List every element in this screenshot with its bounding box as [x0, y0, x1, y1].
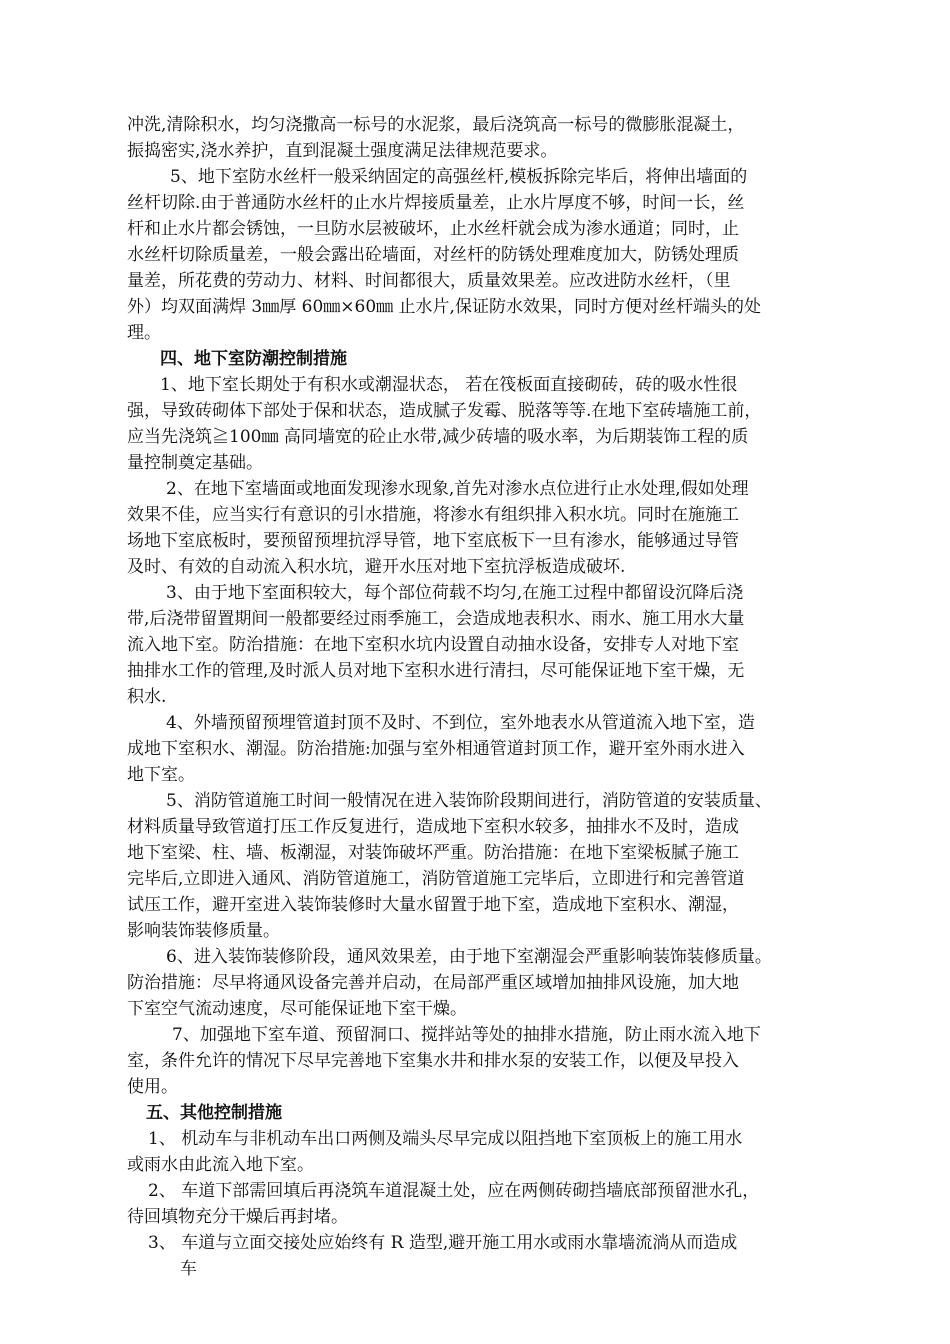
text-line: 冲洗,清除积水，均匀浇撒高一标号的水泥浆，最后浇筑高一标号的微膨胀混凝土， — [127, 115, 745, 135]
text-line: 流入地下室。防治措施：在地下室积水坑内设置自动抽水设备，安排专人对地下室 — [127, 635, 739, 655]
text-line: 理。 — [127, 323, 161, 343]
text-line: 积水. — [127, 687, 167, 707]
text-line: 车 — [180, 1259, 197, 1279]
text-line: 丝杆切除.由于普通防水丝杆的止水片焊接质量差，止水片厚度不够，时间一长，丝 — [127, 193, 745, 213]
text-line: 下室空气流动速度，尽可能保证地下室干燥。 — [127, 999, 467, 1019]
text-line: 量差，所花费的劳动力、材料、时间都很大，质量效果差。应改进防水丝杆，（里 — [127, 271, 731, 291]
text-line: 3、由于地下室面积较大，每个部位荷载不均匀,在施工过程中都留设沉降后浇 — [166, 583, 744, 603]
text-line: 3、 车道与立面交接处应始终有 R 造型,避开施工用水或雨水靠墙流淌从而造成 — [148, 1233, 738, 1253]
text-line: 防治措施：尽早将通风设备完善并启动，在局部严重区域增加抽排风设施，加大地 — [127, 973, 739, 993]
section-heading: 五、其他控制措施 — [146, 1103, 282, 1123]
text-line: 5、地下室防水丝杆一般采纳固定的高强丝杆,模板拆除完毕后，将伸出墙面的 — [170, 167, 748, 187]
text-line: 杆和止水片都会锈蚀，一旦防水层被破坏，止水丝杆就会成为渗水通道；同时，止 — [127, 219, 739, 239]
text-line: 影响装饰装修质量。 — [127, 921, 280, 941]
text-line: 水丝杆切除质量差，一般会露出砼墙面，对丝杆的防锈处理难度加大，防锈处理质 — [127, 245, 739, 265]
text-line: 外）均双面满焊 3㎜厚 60㎜×60㎜ 止水片,保证防水效果，同时方便对丝杆端头的处 — [127, 297, 761, 317]
section-heading: 四、地下室防潮控制措施 — [160, 349, 347, 369]
text-line: 4、外墙预留预埋管道封顶不及时、不到位，室外地表水从管道流入地下室，造 — [166, 713, 755, 733]
text-line: 强，导致砖砌体下部处于保和状态，造成腻子发霉、脱落等等.在地下室砖墙施工前， — [127, 401, 762, 421]
text-line: 1、 机动车与非机动车出口两侧及端头尽早完成以阻挡地下室顶板上的施工用水 — [148, 1129, 743, 1149]
text-line: 地下室梁、柱、墙、板潮湿，对装饰破坏严重。防治措施：在地下室梁板腻子施工 — [127, 843, 739, 863]
text-line: 使用。 — [127, 1077, 178, 1097]
text-line: 材料质量导致管道打压工作反复进行，造成地下室积水较多，抽排水不及时，造成 — [127, 817, 739, 837]
text-line: 试压工作，避开室进入装饰装修时大量水留置于地下室，造成地下室积水、潮湿， — [127, 895, 739, 915]
text-line: 场地下室底板时，要预留预埋抗浮导管，地下室底板下一旦有渗水，能够通过导管 — [127, 531, 739, 551]
text-line: 6、进入装饰装修阶段，通风效果差，由于地下室潮湿会严重影响装饰装修质量。 — [166, 947, 772, 967]
text-line: 2、 车道下部需回填后再浇筑车道混凝土处，应在两侧砖砌挡墙底部预留泄水孔， — [148, 1181, 760, 1201]
text-line: 5、消防管道施工时间一般情况在进入装饰阶段期间进行，消防管道的安装质量、 — [166, 791, 772, 811]
text-line: 或雨水由此流入地下室。 — [127, 1155, 314, 1175]
text-line: 振捣密实,浇水养护，直到混凝土强度满足法律规范要求。 — [127, 141, 558, 161]
text-line: 7、加强地下室车道、预留洞口、搅拌站等处的抽排水措施，防止雨水流入地下 — [172, 1025, 761, 1045]
text-line: 抽排水工作的管理,及时派人员对地下室积水进行清扫，尽可能保证地下室干燥，无 — [127, 661, 745, 681]
text-line: 带,后浇带留置期间一般都要经过雨季施工，会造成地表积水、雨水、施工用水大量 — [127, 609, 745, 629]
text-line: 量控制奠定基础。 — [127, 453, 263, 473]
text-line: 及时、有效的自动流入积水坑，避开水压对地下室抗浮板造成破坏. — [127, 557, 626, 577]
text-line: 待回填物充分干燥后再封堵。 — [127, 1207, 348, 1227]
text-line: 1、地下室长期处于有积水或潮湿状态， 若在筏板面直接砌砖，砖的吸水性很 — [160, 375, 738, 395]
text-line: 室，条件允许的情况下尽早完善地下室集水井和排水泵的安装工作，以便及早投入 — [127, 1051, 739, 1071]
text-line: 效果不佳，应当实行有意识的引水措施，将渗水有组织排入积水坑。同时在施施工 — [127, 505, 739, 525]
text-line: 2、在地下室墙面或地面发现渗水现象,首先对渗水点位进行止水处理,假如处理 — [166, 479, 749, 499]
text-line: 应当先浇筑≧100㎜ 高同墙宽的砼止水带,减少砖墙的吸水率，为后期装饰工程的质 — [127, 427, 749, 447]
text-line: 完毕后,立即进入通风、消防管道施工，消防管道施工完毕后，立即进行和完善管道 — [127, 869, 745, 889]
text-line: 成地下室积水、潮湿。防治措施:加强与室外相通管道封顶工作，避开室外雨水进入 — [127, 739, 745, 759]
text-line: 地下室。 — [127, 765, 195, 785]
